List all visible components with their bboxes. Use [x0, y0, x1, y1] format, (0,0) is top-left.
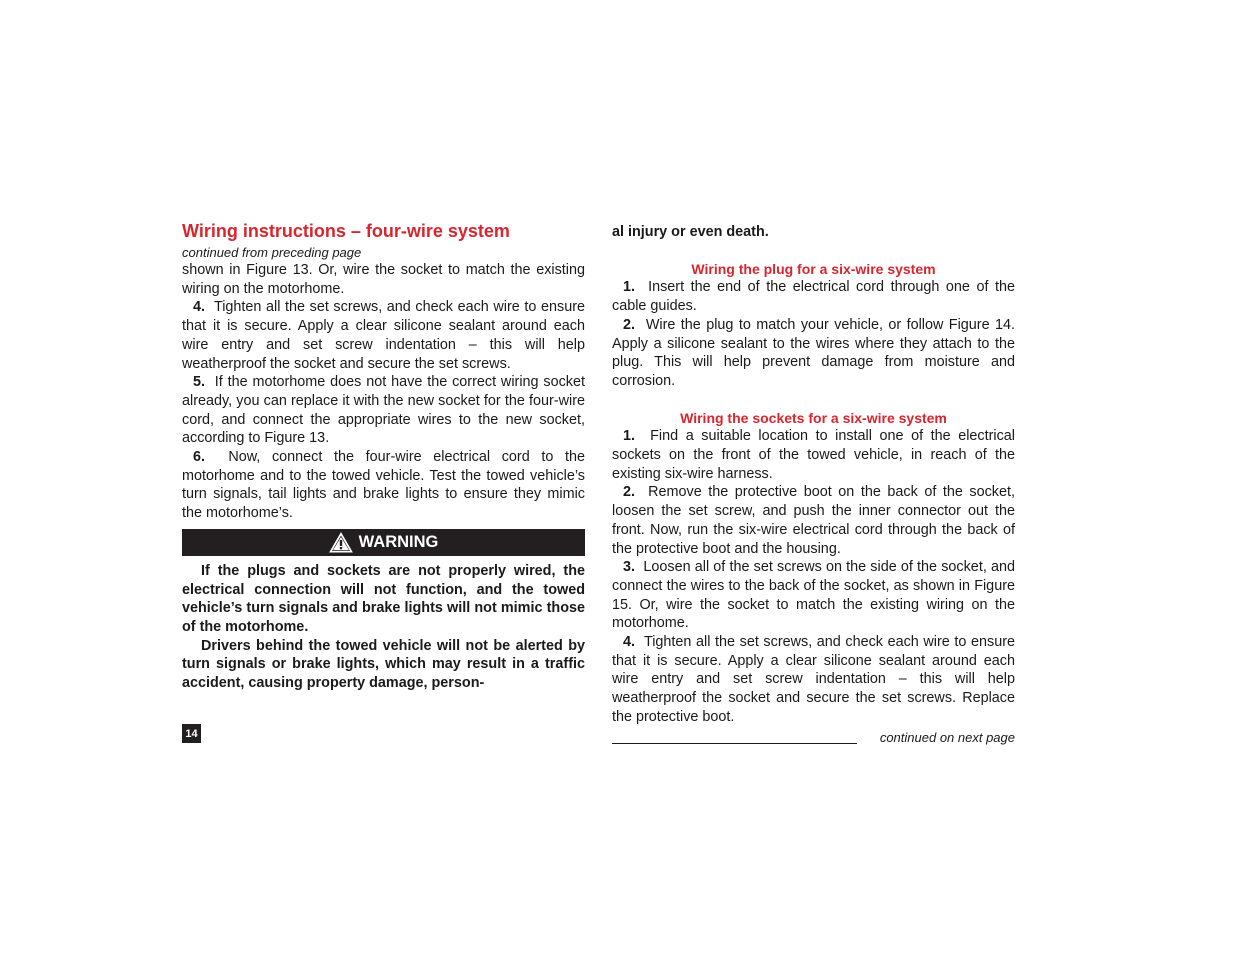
step-number: 2. [623, 484, 636, 501]
warning-triangle-icon [329, 532, 353, 553]
continued-from-note: continued from preceding page [182, 245, 362, 260]
warning-label: WARNING [358, 532, 439, 551]
step-text: Insert the end of the electrical cord through one of the cable guides. [612, 279, 1015, 315]
step-number: 1. [623, 279, 636, 296]
step-6 [182, 448, 585, 523]
socket-step-3 [612, 558, 1015, 633]
plug-section-heading: Wiring the plug for a six-wire system [691, 260, 936, 277]
step-number: 6. [193, 449, 206, 466]
step-number: 5. [193, 374, 206, 391]
right-column [612, 220, 1015, 727]
page-number: 14 [182, 724, 201, 743]
step-text: Tighten all the set screws, and check each wire to ensure that it is secure. Apply a clear silicone sealant around each wire entry and set screw indentation – this will help weatherproof the socket and secure the set screws. Replace the protective boot. [612, 634, 1015, 725]
socket-section-heading: Wiring the sockets for a six-wire system [680, 409, 947, 426]
step-4 [182, 298, 585, 373]
socket-step-4 [612, 633, 1015, 727]
step-number: 3. [623, 559, 636, 576]
section-title: Wiring instructions – four-wire system [182, 221, 510, 241]
step-number: 4. [623, 634, 636, 651]
step-number: 1. [623, 428, 636, 445]
warning-banner [182, 529, 585, 556]
warning-paragraph-2: Drivers behind the towed vehicle will not be alerted by turn signals or brake lights, which may result in a traffic accident, causing property damage, person- [182, 637, 585, 692]
step-text: Tighten all the set screws, and check each wire to ensure that it is secure. Apply a clear silicone sealant around each wire entry and set screw indentation – this will help weatherproof the socket and secure the set screws. [182, 299, 585, 372]
step-number: 4. [193, 299, 206, 316]
left-column [182, 220, 585, 693]
socket-step-2 [612, 483, 1015, 558]
footer-divider [612, 743, 857, 744]
continued-next-note: continued on next page [879, 730, 1015, 745]
step-text: Now, connect the four-wire electrical cord to the motorhome and to the towed vehicle. Test the towed vehicle’s turn signals, tail lights and brake lights to ensure they mimic the motorhome’s. [182, 449, 585, 522]
step-text: Find a suitable location to install one of the electrical sockets on the front of the towed vehicle, in reach of the existing six-wire harness. [612, 428, 1015, 482]
socket-step-1 [612, 427, 1015, 483]
step-text: If the motorhome does not have the correct wiring socket already, you can replace it with the new socket for the four-wire cord, and connect the appropriate wires to the new socket, according to Figure 13. [182, 374, 585, 447]
plug-step-1 [612, 278, 1015, 315]
step-text: Wire the plug to match your vehicle, or follow Figure 14. Apply a silicone sealant to the wires where they attach to the plug. This will help prevent damage from moisture and corrosion. [612, 316, 1015, 389]
warning-continuation: al injury or even death. [612, 224, 769, 240]
step-text: Remove the protective boot on the back of the socket, loosen the set screw, and push the inner connector out the front. Now, run the six-wire electrical cord through the back of the protective boot and the housing. [612, 484, 1015, 557]
step-number: 2. [623, 316, 636, 333]
plug-step-2 [612, 316, 1015, 391]
step-text: Loosen all of the set screws on the side of the socket, and connect the wires to the back of the socket, as shown in Figure 15. Or, wire the socket to match the existing wiring on the motorhome. [612, 559, 1015, 632]
warning-paragraph-1: If the plugs and sockets are not properly wired, the electrical connection will not function, and the towed vehicle’s turn signals and brake lights will not mimic those of the motorhome. [182, 562, 585, 635]
intro-paragraph: shown in Figure 13. Or, wire the socket to match the existing wiring on the motorhome. [182, 262, 585, 297]
step-5 [182, 373, 585, 448]
